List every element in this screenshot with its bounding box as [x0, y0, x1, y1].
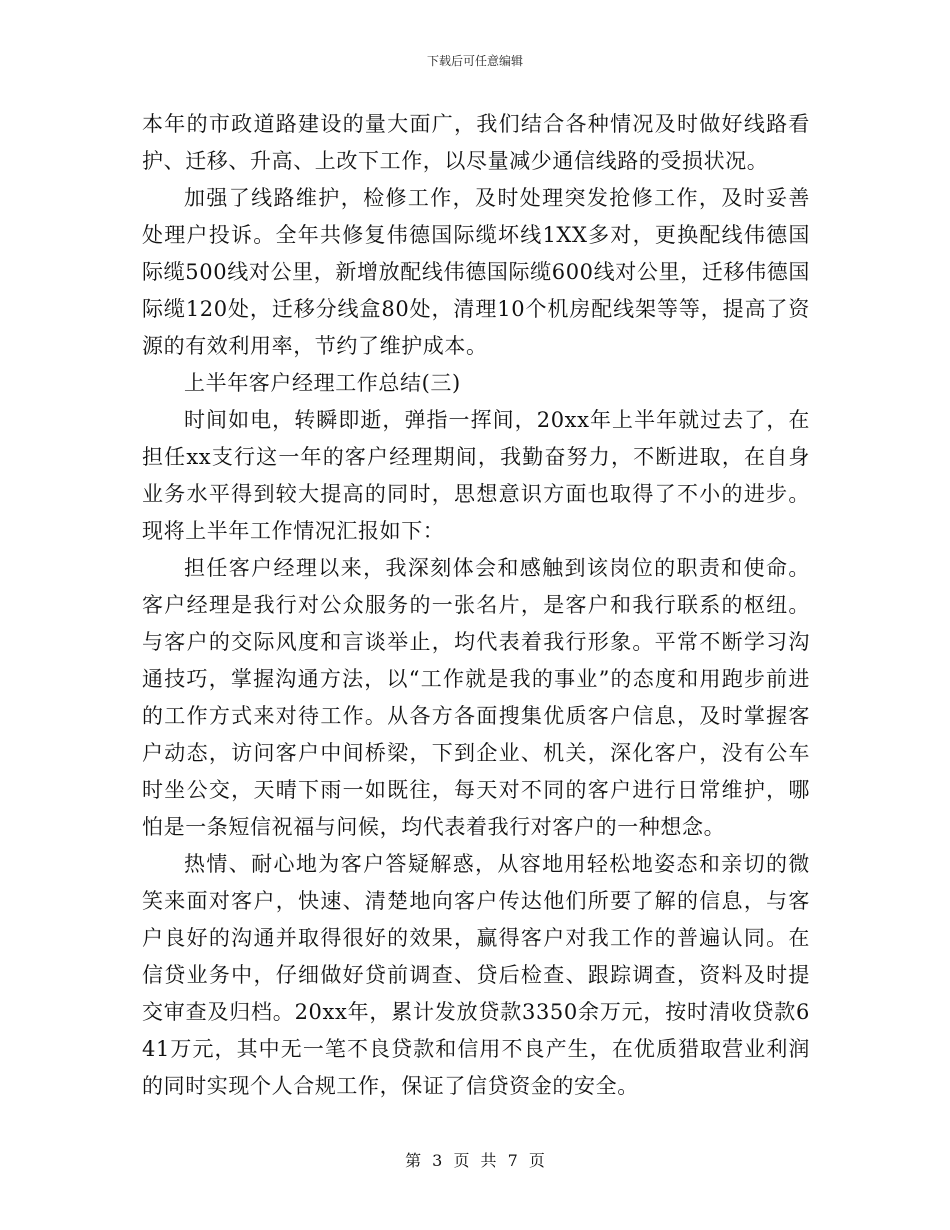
paragraph-1: 本年的市政道路建设的量大面广，我们结合各种情况及时做好线路看护、迁移、升高、上改下工作，以尽量减少通信线路的受损状况。	[142, 112, 810, 173]
page-header: 下载后可任意编辑	[426, 54, 523, 68]
paragraph-5: 热情、耐心地为客户答疑解惑，从容地用轻松地姿态和亲切的微笑来面对客户，快速、清楚地向客户传达他们所要了解的信息，与客户良好的沟通并取得很好的效果，赢得客户对我工作的普遍认同。在信贷业务中，仔细做好贷前调查、贷后检查、跟踪调查，资料及时提交审查及归档。20xx年，累计发放贷款3350余万元，按时清收贷款641万元，其中无一笔不良贷款和信用不良产生，在优质猎取营业利润的同时实现个人合规工作，保证了信贷资金的安全。	[142, 852, 810, 1098]
paragraph-4: 担任客户经理以来，我深刻体会和感触到该岗位的职责和使命。客户经理是我行对公众服务的一张名片，是客户和我行联系的枢纽。与客户的交际风度和言谈举止，均代表着我行形象。平常不断学习沟通技巧，掌握沟通方法，以“工作就是我的事业”的态度和用跑步前进的工作方式来对待工作。从各方各面搜集优质客户信息，及时掌握客户动态，访问客户中间桥梁，下到企业、机关，深化客户，没有公车时坐公交，天晴下雨一如既往，每天对不同的客户进行日常维护，哪怕是一条短信祝福与问候，均代表着我行对客户的一种想念。	[142, 556, 810, 839]
section-title: 上半年客户经理工作总结(三)	[184, 371, 461, 395]
paragraph-3: 时间如电，转瞬即逝，弹指一挥间，20xx年上半年就过去了，在担任xx支行这一年的客户经理期间，我勤奋努力，不断进取，在自身业务水平得到较大提高的同时，思想意识方面也取得了不小的进步。现将上半年工作情况汇报如下：	[142, 408, 810, 543]
document-body	[142, 106, 810, 1105]
page-number: 第 3 页 共 7 页	[405, 1151, 545, 1170]
paragraph-2: 加强了线路维护，检修工作，及时处理突发抢修工作，及时妥善处理户投诉。全年共修复伟德国际缆坏线1XX多对，更换配线伟德国际缆500线对公里，新增放配线伟德国际缆600线对公里，迁移伟德国际缆120处，迁移分线盒80处，清理10个机房配线架等等，提高了资源的有效利用率，节约了维护成本。	[142, 186, 810, 358]
